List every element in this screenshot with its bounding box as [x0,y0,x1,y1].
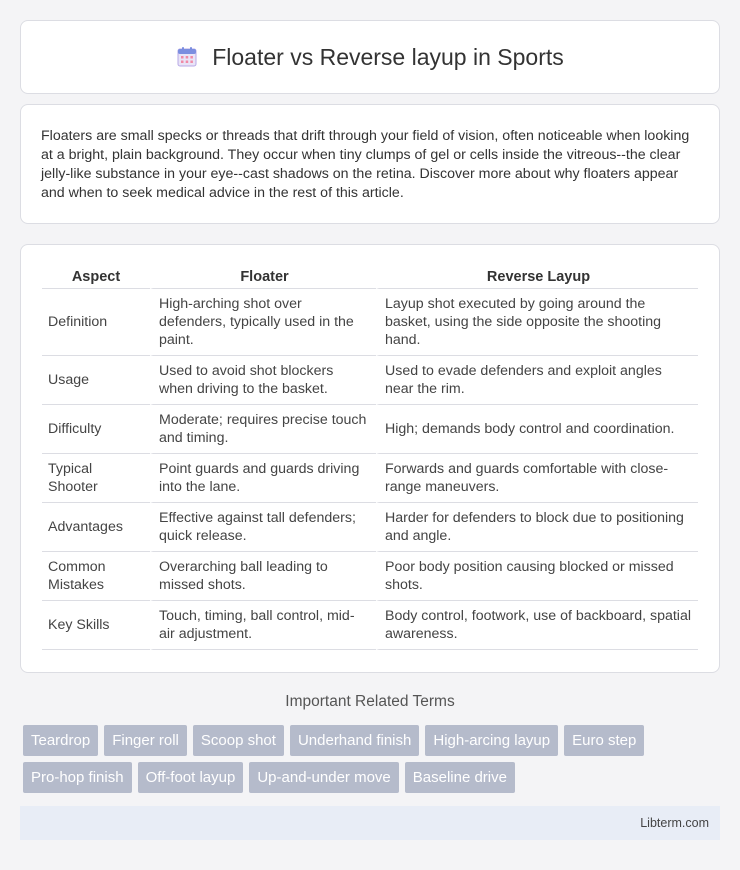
comparison-table [42,265,698,650]
table-row [42,405,698,454]
footer-site-link[interactable]: Libterm.com [640,816,709,830]
tag-finger-roll[interactable]: Finger roll [104,725,187,756]
row-reverse-layup: Poor body position causing blocked or missed shots. [376,552,698,601]
related-terms-title: Important Related Terms [285,693,455,710]
row-floater: High-arching shot over defenders, typically used in the paint. [150,289,376,356]
row-aspect: Common Mistakes [42,552,150,601]
footer [20,806,720,840]
row-aspect: Key Skills [42,601,150,650]
tag-pro-hop-finish[interactable]: Pro-hop finish [23,762,132,793]
tag-teardrop[interactable]: Teardrop [23,725,98,756]
row-floater: Used to avoid shot blockers when driving to the basket. [150,356,376,405]
table-header-row [42,265,698,289]
header-aspect: Aspect [42,265,150,289]
table-row [42,356,698,405]
intro-text: Floaters are small specks or threads that drift through your field of vision, often noticeable when looking at a bright, plain background. They occur when tiny clumps of gel or cells inside the vitreous--the clear jelly-like substance in your eye--cast shadows on the retina. Discover more about why floaters appear and when to seek medical advice in the rest of this article. [41,128,690,201]
tag-euro-step[interactable]: Euro step [564,725,644,756]
row-reverse-layup: High; demands body control and coordination. [376,405,698,454]
table-row [42,454,698,503]
table-row [42,601,698,650]
row-aspect: Usage [42,356,150,405]
row-floater: Touch, timing, ball control, mid-air adjustment. [150,601,376,650]
header-reverse-layup: Reverse Layup [376,265,698,289]
intro-card [20,104,720,224]
related-terms-list [23,725,723,799]
tag-baseline-drive[interactable]: Baseline drive [405,762,515,793]
tag-underhand-finish[interactable]: Underhand finish [290,725,419,756]
row-floater: Effective against tall defenders; quick release. [150,503,376,552]
header-floater: Floater [150,265,376,289]
title-card [20,20,720,94]
table-row [42,552,698,601]
row-reverse-layup: Layup shot executed by going around the basket, using the side opposite the shooting hand. [376,289,698,356]
row-aspect: Definition [42,289,150,356]
table-row [42,503,698,552]
row-reverse-layup: Used to evade defenders and exploit angles near the rim. [376,356,698,405]
tag-scoop-shot[interactable]: Scoop shot [193,725,284,756]
calendar-icon [176,46,198,68]
row-floater: Point guards and guards driving into the lane. [150,454,376,503]
row-floater: Overarching ball leading to missed shots. [150,552,376,601]
row-aspect: Typical Shooter [42,454,150,503]
tag-up-and-under-move[interactable]: Up-and-under move [249,762,398,793]
row-reverse-layup: Forwards and guards comfortable with close-range maneuvers. [376,454,698,503]
row-reverse-layup: Harder for defenders to block due to positioning and angle. [376,503,698,552]
page-title: Floater vs Reverse layup in Sports [212,43,564,70]
row-reverse-layup: Body control, footwork, use of backboard, spatial awareness. [376,601,698,650]
row-aspect: Advantages [42,503,150,552]
comparison-table-card [20,244,720,673]
table-row [42,289,698,356]
row-aspect: Difficulty [42,405,150,454]
tag-off-foot-layup[interactable]: Off-foot layup [138,762,244,793]
tag-high-arcing-layup[interactable]: High-arcing layup [425,725,558,756]
row-floater: Moderate; requires precise touch and timing. [150,405,376,454]
